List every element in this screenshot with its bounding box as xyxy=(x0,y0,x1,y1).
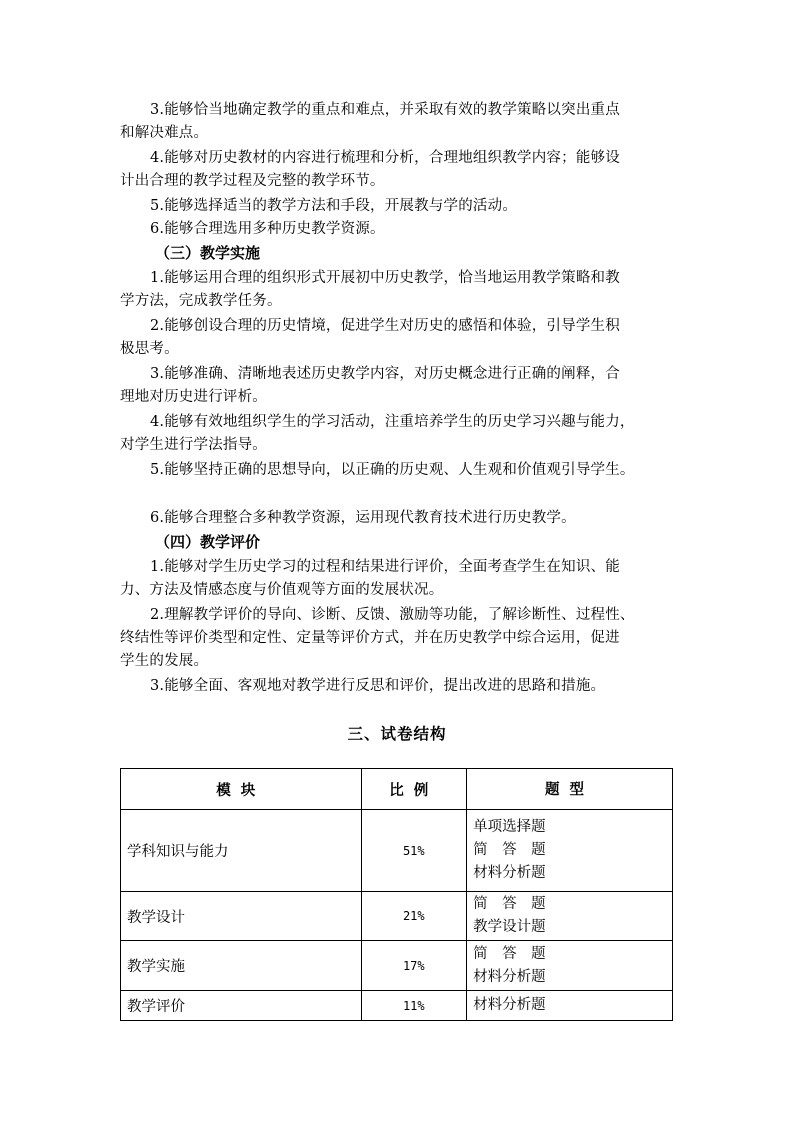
header-type: 题型 xyxy=(467,769,673,810)
paragraph-design-3-line1: 3.能够恰当地确定教学的重点和难点，并采取有效的教学策略以突出重点 xyxy=(150,102,620,118)
table-row xyxy=(121,941,673,991)
table-row xyxy=(121,991,673,1021)
impl-item-2-line2: 极思考。 xyxy=(120,341,179,357)
eval-item-1-line1: 1.能够对学生历史学习的过程和结果进行评价，全面考查学生在知识、能 xyxy=(150,559,620,575)
type-item: 简 答 题 xyxy=(473,842,546,858)
exam-structure-title: 三、试卷结构 xyxy=(347,724,447,743)
impl-item-3-line2: 理地对历史进行评析。 xyxy=(120,389,267,405)
cell-ratio: 11% xyxy=(361,991,467,1021)
cell-module: 学科知识与能力 xyxy=(121,810,362,892)
header-ratio: 比例 xyxy=(361,769,467,810)
paragraph-design-6: 6.能够合理选用多种历史教学资源。 xyxy=(150,221,385,237)
type-item: 教学设计题 xyxy=(473,919,546,935)
header-module: 模块 xyxy=(121,769,362,810)
paragraph-design-5: 5.能够选择适当的教学方法和手段，开展教与学的活动。 xyxy=(150,198,518,214)
cell-module: 教学评价 xyxy=(121,991,362,1021)
impl-item-1-line2: 学方法，完成教学任务。 xyxy=(120,293,282,309)
impl-item-4-line2: 对学生进行学法指导。 xyxy=(120,437,267,453)
type-item: 单项选择题 xyxy=(473,819,546,835)
eval-item-3: 3.能够全面、客观地对教学进行反思和评价，提出改进的思路和措施。 xyxy=(150,678,606,694)
impl-item-5: 5.能够坚持正确的思想导向，以正确的历史观、人生观和价值观引导学生。 xyxy=(150,462,635,478)
cell-types xyxy=(467,941,673,991)
paragraph-design-4-line1: 4.能够对历史教材的内容进行梳理和分析，合理地组织教学内容；能够设 xyxy=(150,150,620,166)
type-item: 材料分析题 xyxy=(473,997,546,1013)
impl-item-6: 6.能够合理整合多种教学资源，运用现代教育技术进行历史教学。 xyxy=(150,510,576,526)
impl-item-2-line1: 2.能够创设合理的历史情境，促进学生对历史的感悟和体验，引导学生积 xyxy=(150,318,620,334)
impl-item-4-line1: 4.能够有效地组织学生的学习活动，注重培养学生的历史学习兴趣与能力， xyxy=(150,414,635,430)
eval-item-1-line2: 力、方法及情感态度与价值观等方面的发展状况。 xyxy=(120,582,444,598)
paragraph-design-3-line2: 和解决难点。 xyxy=(120,125,209,141)
exam-structure-table xyxy=(120,768,673,1021)
cell-module: 教学设计 xyxy=(121,892,362,941)
cell-types xyxy=(467,892,673,941)
table-row xyxy=(121,810,673,892)
eval-item-2-line1: 2.理解教学评价的导向、诊断、反馈、激励等功能，了解诊断性、过程性、 xyxy=(150,607,635,623)
impl-item-3-line1: 3.能够准确、清晰地表述历史教学内容，对历史概念进行正确的阐释，合 xyxy=(150,366,620,382)
cell-module: 教学实施 xyxy=(121,941,362,991)
table-row xyxy=(121,892,673,941)
section-heading-evaluation: （四）教学评价 xyxy=(155,533,261,551)
eval-item-2-line3: 学生的发展。 xyxy=(120,653,209,669)
table-header-row xyxy=(121,769,673,810)
cell-types xyxy=(467,810,673,892)
impl-item-1-line1: 1.能够运用合理的组织形式开展初中历史教学，恰当地运用教学策略和教 xyxy=(150,270,620,286)
eval-item-2-line2: 终结性等评价类型和定性、定量等评价方式，并在历史教学中综合运用，促进 xyxy=(120,630,620,646)
cell-ratio: 51% xyxy=(361,810,467,892)
cell-ratio: 17% xyxy=(361,941,467,991)
type-item: 材料分析题 xyxy=(473,968,546,985)
cell-ratio: 21% xyxy=(361,892,467,941)
cell-types xyxy=(467,991,673,1021)
section-heading-implementation: （三）教学实施 xyxy=(155,244,261,262)
paragraph-design-4-line2: 计出合理的教学过程及完整的教学环节。 xyxy=(120,173,385,189)
type-item: 材料分析题 xyxy=(473,865,546,881)
type-item: 简 答 题 xyxy=(473,945,546,962)
type-item: 简 答 题 xyxy=(473,896,546,912)
